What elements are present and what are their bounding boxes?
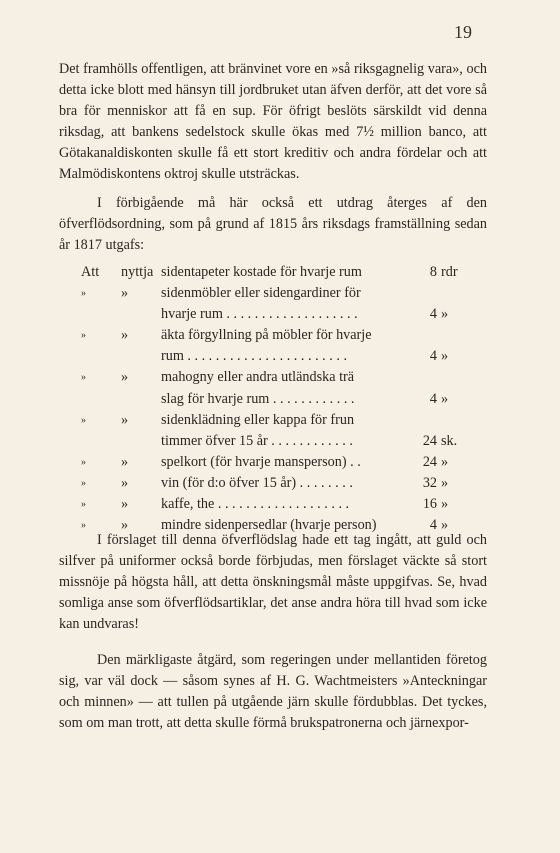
- list-unit: rdr: [441, 264, 458, 280]
- list-item-text: kaffe, the . . . . . . . . . . . . . . . . . . .: [161, 496, 350, 513]
- list-unit: »: [441, 348, 449, 365]
- list-unit: »: [441, 517, 449, 534]
- list-item-text: slag för hvarje rum . . . . . . . . . . . .: [161, 390, 355, 407]
- page-number: 19: [454, 22, 472, 42]
- list-unit: sk.: [441, 432, 458, 449]
- text-block-top: [59, 59, 487, 256]
- list-col-2: »: [121, 517, 129, 534]
- paragraph-3: I förslaget till denna öfverflödslag hade ett tag ingått, att guld och silfver på uniformer också borde förbjudas, men förslaget väckte så stort missnöje på högsta håll, att detta önskningsmål måste uppgifvas. Se, hvad somliga anse som öfverflödsartiklar, det anse andra höra till hvad som icke kan undvaras!: [59, 532, 487, 633]
- list-amount: 8: [429, 264, 437, 280]
- list-item-text: rum . . . . . . . . . . . . . . . . . . . . . . .: [161, 348, 348, 365]
- list-row: [59, 283, 464, 304]
- list-row: [59, 367, 464, 388]
- list-col-1: »: [81, 456, 86, 468]
- list-item-text: sidenmöbler eller sidengardiner för: [161, 285, 361, 302]
- list-col-2: nyttja: [121, 264, 154, 280]
- list-item-text: mahogny eller andra utländska trä: [161, 369, 355, 386]
- list-unit: »: [441, 306, 449, 323]
- list-row: [59, 325, 464, 346]
- list-col-1: »: [81, 414, 86, 426]
- list-unit: »: [441, 496, 449, 513]
- list-col-2: »: [121, 327, 129, 344]
- list-col-2: »: [121, 369, 129, 386]
- list-amount: 32: [422, 474, 437, 491]
- list-amount: 16: [422, 496, 437, 513]
- list-item-text: sidentapeter kostade för hvarje rum: [161, 264, 362, 280]
- list-amount: 4: [429, 348, 437, 365]
- list-col-1: »: [81, 288, 86, 300]
- list-col-1: »: [81, 499, 86, 511]
- list-row: [59, 389, 464, 410]
- list-unit: »: [441, 474, 449, 491]
- list-item-text: vin (för d:o öfver 15 år) . . . . . . . .: [161, 474, 353, 491]
- list-item-text: mindre sidenpersedlar (hvarje person): [161, 517, 377, 534]
- list-unit: »: [441, 453, 449, 470]
- list-row: [59, 304, 464, 325]
- paragraph-2: I förbigående må här också ett utdrag återges af den öfverflödsordning, som på grund af 1815 års riksdags framställning sedan år 1817 utgafs:: [59, 194, 487, 253]
- text-block-bottom: [59, 650, 487, 734]
- list-col-1: »: [81, 330, 86, 342]
- list-amount: 4: [429, 390, 437, 407]
- list-item-text: sidenklädning eller kappa för frun: [161, 411, 355, 428]
- list-col-2: »: [121, 496, 129, 513]
- list-item-text: äkta förgyllning på möbler för hvarje: [161, 327, 372, 344]
- paragraph-4: Den märkligaste åtgärd, som regeringen under mellantiden företog sig, var väl dock — såsom synes af H. G. Wachtmeisters »Anteckningar och minnen» — att tullen på utgående järn skulle fördubblas. Det tyckes, som om man trott, att detta skulle förmå brukspatronerna och järnexpor-: [59, 652, 487, 732]
- list-amount: 24: [422, 432, 437, 449]
- list-item-text: spelkort (för hvarje mansperson) . .: [161, 453, 361, 470]
- list-col-1: »: [81, 477, 86, 489]
- list-row: [59, 346, 464, 367]
- list-item-text: timmer öfver 15 år . . . . . . . . . . . .: [161, 432, 353, 449]
- list-col-1: »: [81, 372, 86, 384]
- list-unit: »: [441, 390, 449, 407]
- list-col-2: »: [121, 453, 129, 470]
- regulation-list: [59, 262, 464, 536]
- list-row: [59, 262, 464, 283]
- list-row: [59, 494, 464, 515]
- list-row: [59, 473, 464, 494]
- list-col-2: »: [121, 285, 129, 302]
- list-amount: 4: [429, 306, 437, 323]
- list-amount: 4: [429, 517, 437, 534]
- list-col-1: Att: [81, 264, 100, 280]
- list-amount: 24: [422, 453, 437, 470]
- list-row: [59, 410, 464, 431]
- list-col-2: »: [121, 474, 129, 491]
- text-block-middle: [59, 530, 487, 635]
- paragraph-1: Det framhölls offentligen, att bränvinet vore en »så riksgagnelig vara», och detta icke blott med hänsyn till jordbruket utan äfven derför, att det vore så bra för menniskor att få en sup. För öfrigt beslöts särskildt vid denna riksdag, att bankens sedelstock skulle ökas med 7½ million banco, att Götakanaldiskonten skulle få ett stort kreditiv och andra fördelar och att Malmödiskontens oktroj skulle utsträckas.: [59, 61, 487, 183]
- list-col-2: »: [121, 411, 129, 428]
- list-col-1: »: [81, 520, 86, 532]
- list-row: [59, 431, 464, 452]
- list-item-text: hvarje rum . . . . . . . . . . . . . . . . . . .: [161, 306, 358, 323]
- list-row: [59, 452, 464, 473]
